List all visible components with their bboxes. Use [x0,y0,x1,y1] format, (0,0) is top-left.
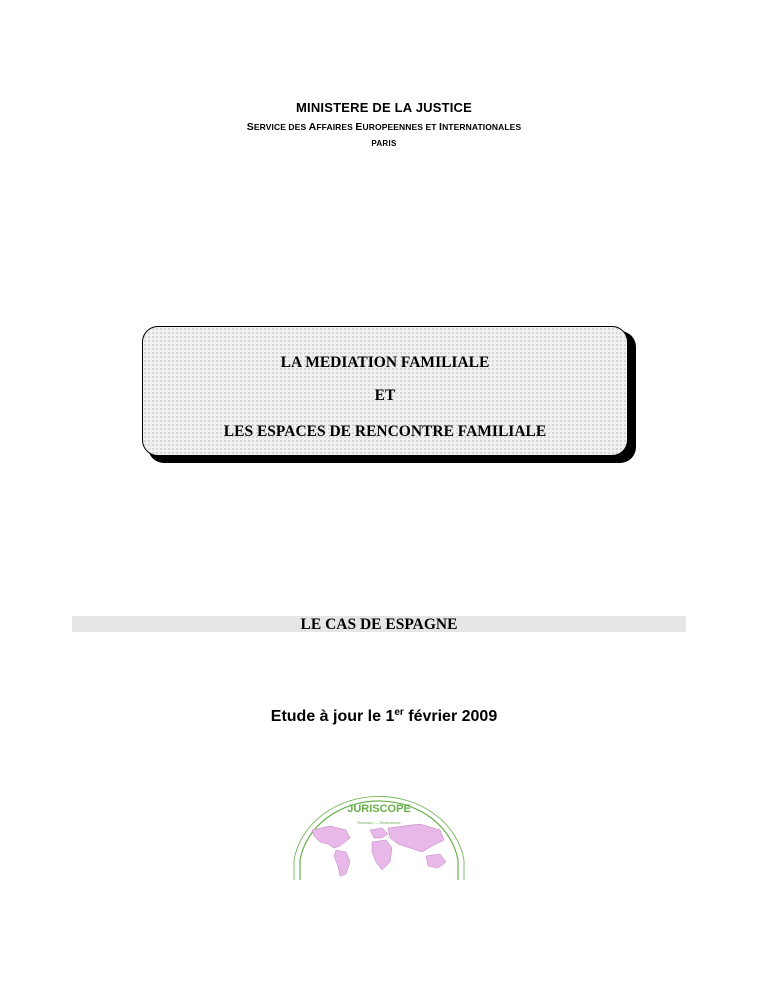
title-line-3: LES ESPACES DE RENCONTRE FAMILIALE [223,423,547,440]
title-line-2: ET [374,387,396,404]
logo-tagline: Réseaux — Ressources [357,820,401,825]
logo-name: JURISCOPE [347,803,411,815]
title-line-1: LA MEDIATION FAMILIALE [280,354,490,371]
study-date: Etude à jour le 1er février 2009 [270,707,498,725]
juriscope-logo [290,790,468,882]
ministry-heading: MINISTERE DE LA JUSTICE [295,100,473,115]
case-banner [72,616,686,632]
title-box [142,326,628,456]
case-title: LE CAS DE ESPAGNE [300,616,458,633]
city-heading: PARIS [371,139,397,148]
juriscope-logo-graphic [290,790,468,882]
world-map-icon [312,824,446,876]
service-heading: SERVICE DES AFFAIRES EUROPEENNES ET INTERNATIONALES [246,121,522,133]
